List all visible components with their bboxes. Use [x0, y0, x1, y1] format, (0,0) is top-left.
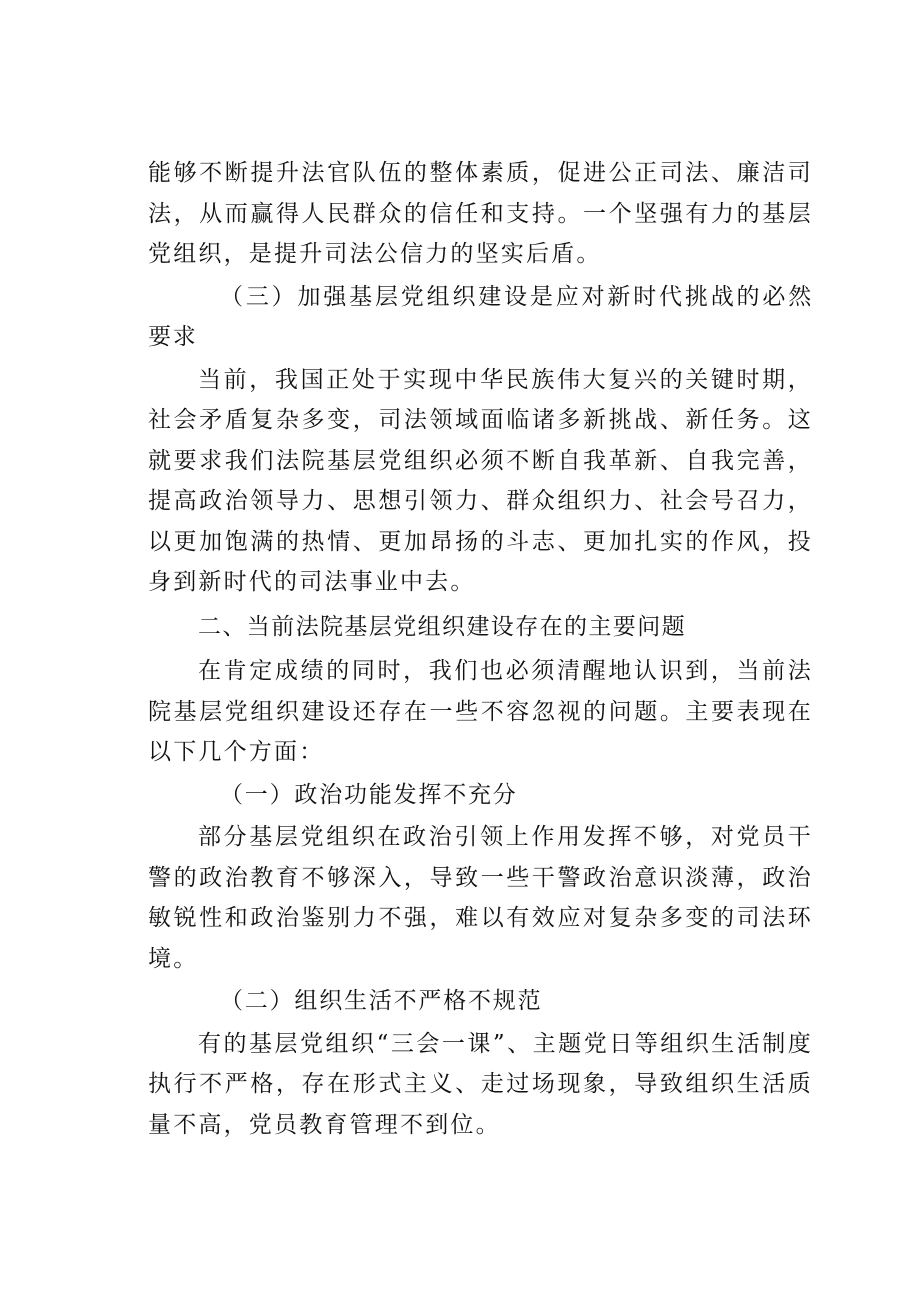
paragraph-organizational-life: 有的基层党组织“三会一课”、主题党日等组织生活制度执行不严格，存在形式主义、走过场现象，导致组织生活质量不高，党员教育管理不到位。 — [148, 1030, 813, 1138]
subheading-organizational-life: （二）组织生活不严格不规范 — [220, 988, 543, 1014]
paragraph-new-era-challenges: 当前，我国正处于实现中华民族伟大复兴的关键时期，社会矛盾复杂多变，司法领域面临诸多新挑战、新任务。这就要求我们法院基层党组织必须不断自我革新、自我完善，提高政治领导力、思想引领力、群众组织力、社会号召力，以更加饱满的热情、更加昂扬的斗志、更加扎实的作风，投身到新时代的司法事业中去。 — [148, 366, 813, 595]
subheading-three: （三）加强基层党组织建设是应对新时代挑战的必然要求 — [148, 283, 813, 350]
paragraph-political-function: 部分基层党组织在政治引领上作用发挥不够，对党员干警的政治教育不够深入，导致一些干警政治意识淡薄，政治敏锐性和政治鉴别力不强，难以有效应对复杂多变的司法环境。 — [148, 824, 813, 972]
paragraph-section-intro: 在肯定成绩的同时，我们也必须清醒地认识到，当前法院基层党组织建设还存在一些不容忽视的问题。主要表现在以下几个方面： — [148, 658, 813, 765]
document-body — [148, 153, 813, 1145]
subheading-political-function: （一）政治功能发挥不充分 — [220, 781, 518, 808]
paragraph-continuation: 能够不断提升法官队伍的整体素质，促进公正司法、廉洁司法，从而赢得人民群众的信任和支持。一个坚强有力的基层党组织，是提升司法公信力的坚实后盾。 — [148, 160, 813, 267]
section-heading-main-problems: 二、当前法院基层党组织建设存在的主要问题 — [198, 613, 686, 640]
